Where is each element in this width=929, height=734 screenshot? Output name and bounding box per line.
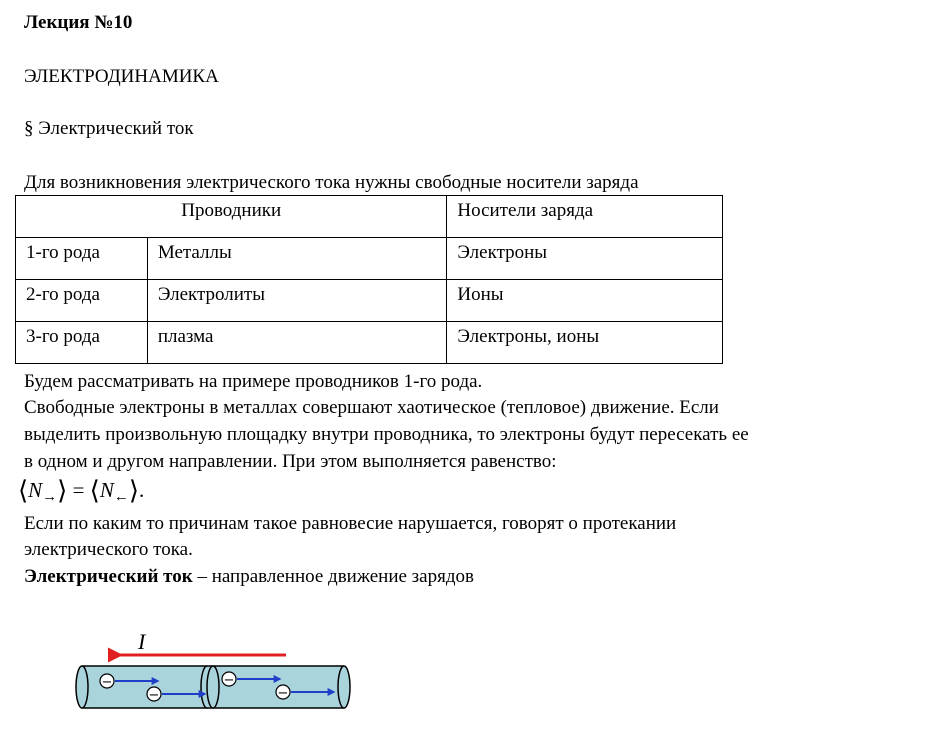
section-title: ЭЛЕКТРОДИНАМИКА <box>24 66 219 87</box>
conductor-segment-left <box>76 666 213 708</box>
cell-material: Электролиты <box>147 280 447 322</box>
definition-term: Электрический ток <box>24 566 193 587</box>
formula-equals: = <box>72 478 85 502</box>
intro-text: Для возникновения электрического тока нужны свободные носители заряда <box>24 172 639 193</box>
cell-carriers: Ионы <box>447 280 723 322</box>
formula-sub-left: ← <box>113 489 129 505</box>
definition-text: – направленное движение зарядов <box>192 566 474 587</box>
definition <box>24 566 474 588</box>
paragraph-line: в одном и другом направлении. При этом выполняется равенство: <box>24 451 557 472</box>
table-row <box>16 238 723 280</box>
formula-symbol: N <box>28 478 43 502</box>
conductor-diagram <box>70 622 360 714</box>
lecture-title: Лекция №10 <box>24 12 133 33</box>
formula-bracket-open: ⟨ <box>89 476 100 505</box>
paragraph2-line: электрического тока. <box>24 539 193 560</box>
electron-sign: − <box>148 688 160 703</box>
current-label: I <box>138 629 146 654</box>
cell-kind: 3-го рода <box>16 322 148 364</box>
header-conductors: Проводники <box>16 196 447 238</box>
cell-material: Металлы <box>147 238 447 280</box>
electron-sign: − <box>277 686 289 701</box>
header-carriers: Носители заряда <box>447 196 723 238</box>
table-row <box>16 322 723 364</box>
cell-kind: 1-го рода <box>16 238 148 280</box>
carriers-table <box>15 195 723 364</box>
cell-carriers: Электроны, ионы <box>447 322 723 364</box>
formula-bracket-close: ⟩ <box>128 476 139 505</box>
subsection-title: § Электрический ток <box>24 118 194 139</box>
formula-symbol: N <box>99 478 114 502</box>
cell-material: плазма <box>147 322 447 364</box>
electron-sign: − <box>223 673 235 688</box>
electron-sign: − <box>101 675 113 690</box>
formula-end: . <box>139 478 145 502</box>
formula-sub-right: → <box>42 489 58 505</box>
table-header-row <box>16 196 723 238</box>
equilibrium-formula <box>18 476 144 506</box>
table-row <box>16 280 723 322</box>
paragraph-line: выделить произвольную площадку внутри проводника, то электроны будут пересекать ее <box>24 424 749 445</box>
formula-bracket-open: ⟨ <box>18 476 29 505</box>
paragraph-line: Свободные электроны в металлах совершают хаотическое (тепловое) движение. Если <box>24 397 719 418</box>
cell-kind: 2-го рода <box>16 280 148 322</box>
paragraph2-line: Если по каким то причинам такое равновесие нарушается, говорят о протекании <box>24 513 677 534</box>
cell-carriers: Электроны <box>447 238 723 280</box>
formula-bracket-close: ⟩ <box>57 476 68 505</box>
paragraph-line: Будем рассматривать на примере проводников 1-го рода. <box>24 371 483 392</box>
